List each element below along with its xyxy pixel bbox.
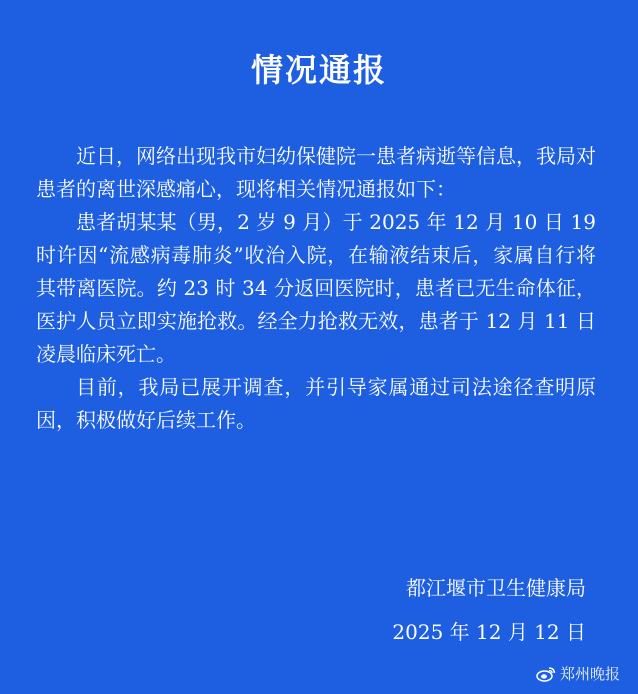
paragraph-actions: 目前，我局已展开调查，并引导家属通过司法途径查明原因，积极做好后续工作。 xyxy=(36,375,596,432)
page-title: 情况通报 xyxy=(250,51,387,89)
paragraph-intro: 近日，网络出现我市妇幼保健院一患者病逝等信息，我局对患者的离世深感痛心，现将相关情况通报如下： xyxy=(36,144,596,201)
paragraph-details: 患者胡某某（男，2 岁 9 月）于 2025 年 12 月 10 日 19 时许因“流感病毒肺炎”收治入院，在输液结束后，家属自行将其带离医院。约 23 时 34 分返回医院时，患者已无生命体征，医护人员立即实施抢救。经全力抢救无效，患者于 12 月 11 日凌晨临床死亡。 xyxy=(36,210,596,366)
notice-body xyxy=(36,140,596,437)
signature-date: 2025 年 12 月 12 日 xyxy=(392,620,586,644)
watermark xyxy=(536,663,620,684)
watermark-text: 郑州晚报 xyxy=(559,665,620,683)
signature-organization: 都江堰市卫生健康局 xyxy=(406,576,586,600)
weibo-icon xyxy=(536,666,556,682)
signature-block xyxy=(392,566,586,654)
